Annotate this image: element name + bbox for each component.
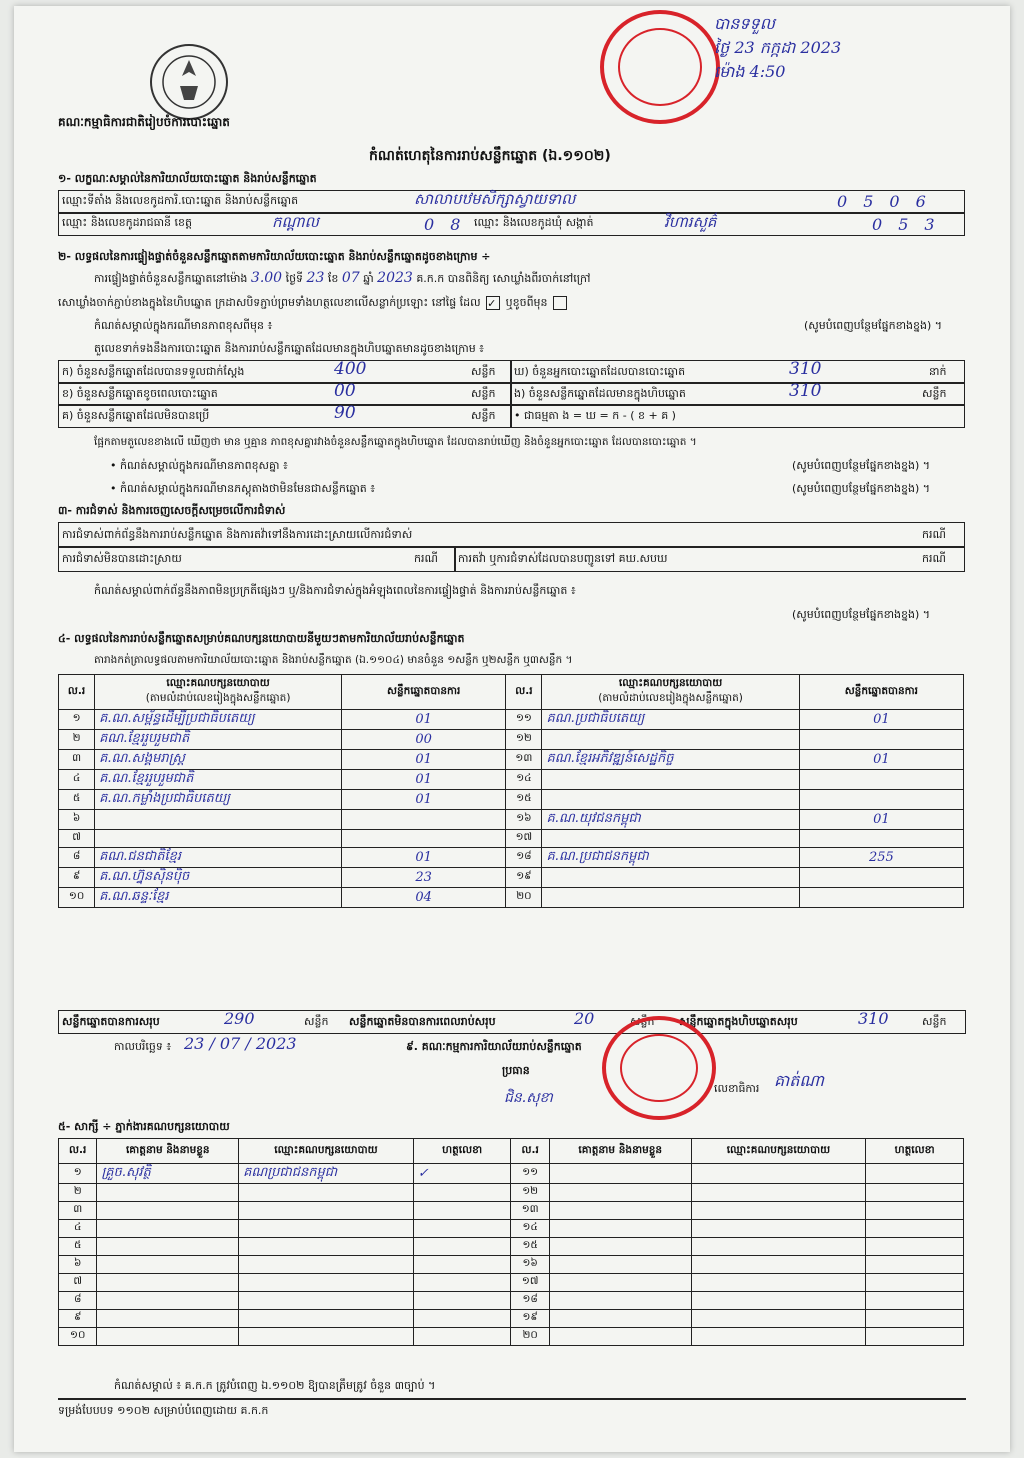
party-name [95, 810, 342, 830]
party-name: គ.ណ.ឆន្ទៈខ្មែរ [95, 888, 342, 908]
witness-name [549, 1238, 691, 1256]
row-number: ១២ [506, 730, 542, 750]
total-box-value: 310 [858, 1009, 889, 1028]
witness-name [549, 1274, 691, 1292]
party-votes: 01 [342, 710, 506, 730]
witness-party [691, 1328, 866, 1346]
totals-row [58, 1010, 966, 1034]
party-votes: 01 [799, 750, 963, 770]
witness-signature [866, 1164, 964, 1184]
row-number: ១៣ [511, 1202, 549, 1220]
witness-signature [413, 1202, 511, 1220]
witness-name [97, 1238, 239, 1256]
party-votes [342, 830, 506, 848]
total-box-label: សន្លឹកឆ្នោតក្នុងហិបឆ្នោតសរុប [679, 1015, 798, 1028]
witness-name [549, 1328, 691, 1346]
party-name: គ.ណ.សង្គមរាស្ត្រ [95, 750, 342, 770]
party-name: គណ.ខ្មែរអភិវឌ្ឍន៍សេដ្ឋកិច្ច [542, 750, 799, 770]
row-number: ២ [59, 1184, 97, 1202]
row-number: ៩ [59, 1310, 97, 1328]
results-row [59, 810, 964, 830]
witness-name [97, 1184, 239, 1202]
witness-name [549, 1292, 691, 1310]
party-votes: 01 [342, 848, 506, 868]
witness-signature [866, 1328, 964, 1346]
party-name: គ.ណ.កម្លាំងប្រជាធិបតេយ្យ [95, 790, 342, 810]
completion-note: កំណត់សម្គាល់ ៖ គ.ក.ក ត្រូវបំពេញ ឯ.១១០២ ឱ្យបានត្រឹមត្រូវ ចំនួន ៣ច្បាប់ ។ [114, 1379, 436, 1392]
witness-name [97, 1256, 239, 1274]
row-number: ១៧ [506, 830, 542, 848]
witness-row [59, 1292, 964, 1310]
difference-note: កំណត់សម្គាល់ក្នុងករណីមានភាពខុសពីមុន ៖ [94, 319, 273, 332]
results-row [59, 750, 964, 770]
location-value: សាលាបឋមសិក្សាស្វាយទាល [414, 190, 576, 208]
party-votes: 255 [799, 848, 963, 868]
witness-signature [866, 1238, 964, 1256]
witness-name [97, 1220, 239, 1238]
results-row [59, 848, 964, 868]
results-row [59, 770, 964, 790]
witness-signature [413, 1310, 511, 1328]
witness-signature: ✓ [413, 1164, 511, 1184]
unresolved-objections: ការជំទាស់មិនបានដោះស្រាយ [62, 552, 182, 565]
party-name: គ.ណ.ប្រជាជនកម្ពុជា [542, 848, 799, 868]
witness-row [59, 1164, 964, 1184]
section3-heading: ៣- ការជំទាស់ និងការចេញសេចក្ដីសម្រេចលើការជំទាស់ [58, 504, 286, 517]
witness-party [239, 1328, 414, 1346]
witness-party [691, 1238, 866, 1256]
section4-heading: ៤- លទ្ធផលនៃការរាប់សន្លឹកឆ្នោតសម្រាប់គណបក្សនយោបាយនីមួយៗតាមការិយាល័យរាប់សន្លឹកឆ្នោត [58, 632, 465, 645]
row-number: ៦ [59, 1256, 97, 1274]
row-number: ១៧ [511, 1274, 549, 1292]
witness-signature [866, 1202, 964, 1220]
row-number: ២០ [506, 888, 542, 908]
row-number: ៨ [59, 1292, 97, 1310]
row-number: ១១ [511, 1164, 549, 1184]
chair-label: ប្រធាន [502, 1064, 530, 1077]
province-label: ឈ្មោះ និងលេខកូដរាជធានី ខេត្ត [62, 216, 192, 229]
form-footer: ទម្រង់បែបបទ ១១០២ សម្រាប់បំពេញដោយ គ.ក.ក [58, 1404, 269, 1417]
box-ballots-label: ង) ចំនួនសន្លឹកឆ្នោតដែលមានក្នុងហិបឆ្នោត [514, 387, 686, 400]
row-number: ១២ [511, 1184, 549, 1202]
witness-party [691, 1292, 866, 1310]
unused-ballots-value: 90 [334, 403, 356, 423]
witness-signature [866, 1184, 964, 1202]
party-votes [799, 868, 963, 888]
results-row [59, 830, 964, 848]
witness-party [239, 1292, 414, 1310]
party-votes: 23 [342, 868, 506, 888]
results-row [59, 888, 964, 908]
witness-signature [413, 1328, 511, 1346]
results-intro: តារាងកត់ត្រាលទ្ធផលតាមការិយាល័យបោះឆ្នោត និងរាប់សន្លឹកឆ្នោត (ឯ.១១០៤) មានចំនួន ១សន្លឹក ឬ២សន្លឹក ឬ៣សន្លឹក ។ [94, 654, 573, 666]
witness-party [239, 1238, 414, 1256]
witness-name [549, 1202, 691, 1220]
witness-signature [413, 1220, 511, 1238]
row-number: ៣ [59, 750, 95, 770]
form-sheet: គណៈកម្មាធិការជាតិរៀបចំការបោះឆ្នោត កំណត់ហេតុនៃការរាប់សន្លឹកឆ្នោត (ឯ.១១០២) បានទទួល ថ្ងៃ 23 កក្កដា 2023 ម៉ោង 4:50 ១- លក្ខណៈសម្គាល់នៃការិយាល័យបោះឆ្នោត និងរាប់សន្លឹកឆ្នោត ឈ្មោះទីតាំង និងលេខកូដការិ.បោះឆ្នោត និងរាប់សន្លឹកឆ្នោត សាលាបឋមសិក្សាស្វាយទាល ឈ្មោះ និងលេខកូដរាជធានី ខេត្ត កណ្ដាល ឈ្មោះ និងលេខកូដឃុំ សង្កាត់ វិហារសួគ៌ 0506 08 053 ២- លទ្ធផលនៃការផ្ទៀងផ្ទាត់ចំនួនសន្លឹកឆ្នោតតាមការិយាល័យបោះឆ្នោត និងរាប់សន្លឹកឆ្នោតដូចខាងក្រោម ÷ ការផ្ទៀងផ្ទាត់ចំនួនសន្លឹកឆ្នោតនៅម៉ោង 3.00 ថ្ងៃទី 23 ខែ 07 ឆ្នាំ 2023 គ.ក.ក បានពិនិត្យ សោឃ្លាំងពីរចាក់នៅក្រៅ សោឃ្លាំងចាក់ភ្ជាប់ខាងក្នុងនៃហិបឆ្នោត ក្រដាសបិទភ្ជាប់ព្រមទាំងហត្ថលេខាលើសន្លាក់ប្រឡោះ នៅផ្ទៃ ដែល ✓ ឬខូចពីមុន កំណត់សម្គាល់ក្នុងករណីមានភាពខុសពីមុន ៖ (សូមបំពេញបន្ថែមផ្នែកខាងខ្នង) ។ តួលេខទាក់ទងនឹងការបោះឆ្នោត និងការរាប់សន្លឹកឆ្នោតដែលមានក្នុងហិបឆ្នោតមានដូចខាងក្រោម ៖ ក) ចំនួនសន្លឹកឆ្នោតដែលបានទទួលជាក់ស្ដែង 400 សន្លឹក ឃ) ចំនួនអ្នកបោះឆ្នោតដែលបានបោះឆ្នោត 310 នាក់ ខ) ចំនួនសន្លឹកឆ្នោតខូចពេលបោះឆ្នោត 00 សន្លឹក ង) ចំនួនសន្លឹកឆ្នោតដែលមានក្នុងហិបឆ្នោត 310 សន្លឹក គ) ចំនួនសន្លឹកឆ្នោតដែលមិនបានប្រើ 90 សន្លឹក • ជាធម្មតា ង = ឃ = ក - ( ខ + គ ) ផ្អែកតាមតួលេខខាងលើ ឃើញថា មាន ឬគ្មាន ភាពខុសគ្នារវាងចំនួនសន្លឹកឆ្នោតក្នុងហិបឆ្នោត ដែលបានរាប់ឃើញ និងចំនួនអ្នកបោះឆ្នោត ដែលបានបោះឆ្នោត ។ • កំណត់សម្គាល់ក្នុងករណីមានភាពខុសគ្នា ៖ (សូមបំពេញបន្ថែមផ្នែកខាងខ្នង) ។ • កំណត់សម្គាល់ក្នុងករណីមានភស្ដុតាងថាមិនមែនជាសន្លឹកឆ្នោត ៖ (សូមបំពេញបន្ថែមផ្នែកខាងខ្នង) ។ ៣- ការជំទាស់ និងការចេញសេចក្ដីសម្រេចលើការជំទាស់ ការជំទាស់ពាក់ព័ន្ធនឹងការរាប់សន្លឹកឆ្នោត និងការតវ៉ាទៅនឹងការដោះស្រាយលើការជំទាស់ ករណី ការជំទាស់មិនបានដោះស្រាយ ករណី ការតវ៉ា ឬការជំទាស់ដែលបានបញ្ជូនទៅ គឃ.សបឃ ករណី កំណត់សម្គាល់ពាក់ព័ន្ធនឹងភាពមិនប្រក្រតីផ្សេងៗ ឬ/និងការជំទាស់ក្នុងអំឡុងពេលនៃការផ្ទៀងផ្ទាត់ និងការរាប់សន្លឹកឆ្នោត ៖ (សូមបំពេញបន្ថែមផ្នែកខាងខ្នង) ។ ៤- លទ្ធផលនៃការរាប់សន្លឹកឆ្នោតសម្រាប់គណបក្សនយោបាយនីមួយៗតាមការិយាល័យរាប់សន្លឹកឆ្នោត តារាងកត់ត្រាលទ្ធផលតាមការិយាល័យបោះឆ្នោត និងរាប់សន្លឹកឆ្នោត (ឯ.១១០៤) មានចំនួន ១សន្លឹក ឬ២សន្លឹក ឬ៣សន្លឹក ។ ល.រ ឈ្មោះគណបក្សនយោបាយ (តាមលំដាប់លេខរៀងក្នុងសន្លឹកឆ្នោត) សន្លឹកឆ្នោតបានការ ល.រ ឈ្មោះគណបក្សនយោបាយ (តាមលំដាប់លេខរៀងក្នុងសន្លឹកឆ្នោត) សន្លឹកឆ្នោតបានការ ១ គ.ណ.សម្ព័ន្ធដើម្បីប្រជាធិបតេយ្យ 01 ១១ គណ.ប្រជាធិបតេយ្យ 01 ២ គណ.ខ្មែររួបរួមជាតិ 00 ១២ ៣ គ.ណ.សង្គមរាស្ត្រ 01 ១៣ គណ.ខ្មែរអភិវឌ្ឍន៍សេដ្ឋកិច្ច 01 ៤ គ.ណ.ខ្មែររួបរួមជាតិ 01 ១៤ ៥ គ.ណ.កម្លាំងប្រជាធិបតេយ្យ 01 ១៥ ៦ ១៦ គ.ណ.យុវជនកម្ពុជា 01 ៧ ១៧ ៨ គណ.ជនជាតិខ្មែរ 01 ១៨ គ.ណ.ប្រជាជនកម្ពុជា 255 ៩ គ.ណ.ហ្វ៊ុនស៊ិនប៉ិច 23 ១៩ ១០ គ.ណ.ឆន្ទៈខ្មែរ 04 ២០ សន្លឹកឆ្នោតបានការសរុប 290 សន្លឹក សន្លឹកឆ្នោតមិនបានការពេលរាប់សរុប 20 សន្លឹក សន្លឹកឆ្នោតក្នុងហិបឆ្នោតសរុប 310 សន្លឹក កាលបរិច្ឆេទ ៖ 23 / 07 / 2023 ៩. គណៈកម្មការការិយាល័យរាប់សន្លឹកឆ្នោត ប្រធាន ជិន.សុខា លេខាធិការ គាត់ណា ៥- សាក្សី ÷ ភ្នាក់ងារគណបក្សនយោបាយ ល.រ គោត្តនាម និងនាមខ្លួន ឈ្មោះគណបក្សនយោបាយ ហត្ថលេខា ល.រ គោត្តនាម និងនាមខ្លួន ឈ្មោះគណបក្សនយោបាយ ហត្ថលេខា ១ គ្រួច.សុវត្ថិ គណប្រជាជនកម្ពុជា ✓ ១១ ២ ១២ ៣ ១៣ ៤ ១៤ ៥ ១៥ ៦ ១៦ ៧ ១៧ ៨ ១៨ ៩ ១៩ ១០ ២០ កំណត់សម្គាល់ ៖ គ.ក.ក ត្រូវបំពេញ ឯ.១១០២ ឱ្យបានត្រឹមត្រូវ ចំនួន ៣ច្បាប់ ។ ទម្រង់បែបបទ ១១០២ សម្រាប់បំពេញដោយ គ.ក.ក [14, 6, 1010, 1452]
party-name: គ.ណ.សម្ព័ន្ធដើម្បីប្រជាធិបតេយ្យ [95, 710, 342, 730]
commune-code: 053 [872, 215, 951, 234]
province-value: កណ្ដាល [272, 213, 319, 231]
witness-name [549, 1220, 691, 1238]
party-name [542, 730, 799, 750]
row-number: ៤ [59, 770, 95, 790]
party-votes: 01 [799, 810, 963, 830]
witness-party: គណប្រជាជនកម្ពុជា [239, 1164, 414, 1184]
row-number: ៨ [59, 848, 95, 868]
results-row [59, 868, 964, 888]
witness-row [59, 1184, 964, 1202]
witness-signature [866, 1220, 964, 1238]
witness-signature [866, 1256, 964, 1274]
witness-name [549, 1184, 691, 1202]
party-votes [799, 830, 963, 848]
spoiled-ballots-value: 00 [334, 381, 356, 401]
witness-signature [413, 1256, 511, 1274]
party-votes: 01 [342, 790, 506, 810]
witness-signature [413, 1292, 511, 1310]
row-number: ១ [59, 1164, 97, 1184]
row-number: ៥ [59, 790, 95, 810]
row-number: ១៨ [511, 1292, 549, 1310]
witness-party [239, 1310, 414, 1328]
party-name [542, 790, 799, 810]
party-name [542, 868, 799, 888]
irregularity-note: កំណត់សម្គាល់ពាក់ព័ន្ធនឹងភាពមិនប្រក្រតីផ្សេងៗ ឬ/និងការជំទាស់ក្នុងអំឡុងពេលនៃការផ្ទៀងផ្ទាត់ និងការរាប់សន្លឹកឆ្នោត ៖ [94, 584, 576, 597]
location-code: 0506 [837, 192, 942, 211]
party-name [542, 770, 799, 790]
total-invalid-value: 20 [574, 1009, 595, 1028]
section5-heading: ៥- សាក្សី ÷ ភ្នាក់ងារគណបក្សនយោបាយ [58, 1120, 230, 1133]
row-number: ១៤ [511, 1220, 549, 1238]
party-name [542, 888, 799, 908]
ok-checkbox[interactable]: ✓ [486, 296, 500, 310]
figures-intro: តួលេខទាក់ទងនឹងការបោះឆ្នោត និងការរាប់សន្លឹកឆ្នោតដែលមានក្នុងហិបឆ្នោតមានដូចខាងក្រោម ៖ [94, 342, 485, 355]
party-votes: 04 [342, 888, 506, 908]
received-ballots-value: 400 [334, 359, 367, 379]
witness-name [549, 1164, 691, 1184]
date-label: កាលបរិច្ឆេទ ៖ [114, 1040, 172, 1053]
witness-row [59, 1238, 964, 1256]
discrepancy-check: ផ្អែកតាមតួលេខខាងលើ ឃើញថា មាន ឬគ្មាន ភាពខុសគ្នារវាងចំនួនសន្លឹកឆ្នោតក្នុងហិបឆ្នោត ដែលបានរាប់ឃើញ និងចំនួនអ្នកបោះឆ្នោត ដែលបានបោះឆ្នោត ។ [94, 436, 697, 448]
party-votes [799, 888, 963, 908]
secretary-label: លេខាធិការ [714, 1082, 760, 1095]
witness-party [691, 1164, 866, 1184]
witness-signature [866, 1310, 964, 1328]
witness-row [59, 1328, 964, 1346]
results-row [59, 730, 964, 750]
witness-party [239, 1202, 414, 1220]
seal-check-line: សោឃ្លាំងចាក់ភ្ជាប់ខាងក្នុងនៃហិបឆ្នោត ក្រដាសបិទភ្ជាប់ព្រមទាំងហត្ថលេខាលើសន្លាក់ប្រឡោះ នៅផ្ទៃ ដែល ✓ ឬខូចពីមុន [58, 296, 569, 310]
spoiled-ballots-label: ខ) ចំនួនសន្លឹកឆ្នោតខូចពេលបោះឆ្នោត [62, 387, 218, 400]
commission-stamp [602, 1016, 716, 1120]
row-number: ១៩ [506, 868, 542, 888]
form-title: កំណត់ហេតុនៃការរាប់សន្លឹកឆ្នោត (ឯ.១១០២) [369, 148, 611, 164]
witness-row [59, 1256, 964, 1274]
witness-name: គ្រួច.សុវត្ថិ [97, 1164, 239, 1184]
party-votes: 00 [342, 730, 506, 750]
total-valid-value: 290 [224, 1009, 255, 1028]
witness-name [97, 1274, 239, 1292]
party-votes [799, 790, 963, 810]
party-votes: 01 [799, 710, 963, 730]
party-name: គណ.ជនជាតិខ្មែរ [95, 848, 342, 868]
section1-heading: ១- លក្ខណៈសម្គាល់នៃការិយាល័យបោះឆ្នោត និងរាប់សន្លឹកឆ្នោត [58, 172, 317, 185]
witness-party [691, 1310, 866, 1328]
witness-party [239, 1220, 414, 1238]
nec-logo [150, 44, 228, 120]
witness-row [59, 1220, 964, 1238]
witness-party [691, 1220, 866, 1238]
row-number: ៧ [59, 830, 95, 848]
location-label: ឈ្មោះទីតាំង និងលេខកូដការិ.បោះឆ្នោត និងរាប់សន្លឹកឆ្នោត [62, 194, 299, 207]
row-number: ៤ [59, 1220, 97, 1238]
row-number: ១៨ [506, 848, 542, 868]
witness-signature [866, 1274, 964, 1292]
row-number: ១៦ [511, 1256, 549, 1274]
party-votes [799, 730, 963, 750]
row-number: ៣ [59, 1202, 97, 1220]
chair-signature: ជិន.សុខា [504, 1090, 553, 1106]
row-number: ១៦ [506, 810, 542, 830]
objection-row1: ការជំទាស់ពាក់ព័ន្ធនឹងការរាប់សន្លឹកឆ្នោត និងការតវ៉ាទៅនឹងការដោះស្រាយលើការជំទាស់ [62, 528, 413, 541]
row-number: ១១ [506, 710, 542, 730]
voters-label: ឃ) ចំនួនអ្នកបោះឆ្នោតដែលបានបោះឆ្នោត [514, 365, 686, 378]
secretary-signature: គាត់ណា [774, 1071, 824, 1090]
party-votes: 01 [342, 750, 506, 770]
province-code: 08 [424, 215, 477, 234]
formula-note: • ជាធម្មតា ង = ឃ = ក - ( ខ + គ ) [514, 409, 676, 422]
row-number: ៦ [59, 810, 95, 830]
party-name [542, 830, 799, 848]
date-value: 23 / 07 / 2023 [184, 1034, 297, 1053]
row-number: ១៥ [511, 1238, 549, 1256]
total-invalid-label: សន្លឹកឆ្នោតមិនបានការពេលរាប់សរុប [349, 1015, 496, 1028]
witness-party [691, 1256, 866, 1274]
forwarded-objections: ការតវ៉ា ឬការជំទាស់ដែលបានបញ្ជូនទៅ គឃ.សបឃ [458, 552, 668, 565]
witness-party [691, 1202, 866, 1220]
discrepancy-note: • កំណត់សម្គាល់ក្នុងករណីមានភាពខុសគ្នា ៖ [110, 459, 288, 472]
box-ballots-value: 310 [789, 381, 822, 401]
row-number: ២០ [511, 1328, 549, 1346]
commune-value: វិហារសួគ៌ [664, 213, 717, 231]
witness-name [97, 1292, 239, 1310]
witness-table: ល.រ គោត្តនាម និងនាមខ្លួន ឈ្មោះគណបក្សនយោបាយ ហត្ថលេខា ល.រ គោត្តនាម និងនាមខ្លួន ឈ្មោះគណបក្សនយោបាយ ហត្ថលេខា ១ គ្រួច.សុវត្ថិ គណប្រជាជនកម្ពុជា ✓ ១១ ២ ១២ ៣ ១៣ ៤ ១៤ ៥ ១៥ ៦ ១៦ ៧ ១៧ ៨ ១៨ ៩ ១៩ ១០ ២០ [58, 1138, 964, 1346]
witness-name [97, 1328, 239, 1346]
row-number: ២ [59, 730, 95, 750]
total-valid-label: សន្លឹកឆ្នោតបានការសរុប [62, 1015, 160, 1028]
party-name [95, 830, 342, 848]
party-votes [799, 770, 963, 790]
witness-party [239, 1184, 414, 1202]
witness-signature [413, 1274, 511, 1292]
witness-signature [866, 1292, 964, 1310]
row-number: ១៥ [506, 790, 542, 810]
row-number: ១៣ [506, 750, 542, 770]
section2-heading: ២- លទ្ធផលនៃការផ្ទៀងផ្ទាត់ចំនួនសន្លឹកឆ្នោតតាមការិយាល័យបោះឆ្នោត និងរាប់សន្លឹកឆ្នោតដូចខាងក្រោម ÷ [58, 250, 491, 263]
witness-party [239, 1274, 414, 1292]
party-name: គណ.ខ្មែររួបរួមជាតិ [95, 730, 342, 750]
witness-name [97, 1310, 239, 1328]
party-votes [342, 810, 506, 830]
results-row [59, 790, 964, 810]
committee-name: គណៈកម្មាធិការជាតិរៀបចំការបោះឆ្នោត [58, 115, 230, 129]
row-number: ១០ [59, 1328, 97, 1346]
fill-more-note: (សូមបំពេញបន្ថែមផ្នែកខាងខ្នង) ។ [804, 319, 943, 332]
results-row [59, 710, 964, 730]
party-name: គណ.ប្រជាធិបតេយ្យ [542, 710, 799, 730]
party-votes: 01 [342, 770, 506, 790]
commune-label: ឈ្មោះ និងលេខកូដឃុំ សង្កាត់ [474, 216, 594, 229]
unused-ballots-label: គ) ចំនួនសន្លឹកឆ្នោតដែលមិនបានប្រើ [62, 409, 210, 422]
row-number: ៥ [59, 1238, 97, 1256]
witness-party [691, 1274, 866, 1292]
witness-party [239, 1256, 414, 1274]
witness-name [97, 1202, 239, 1220]
row-number: ៧ [59, 1274, 97, 1292]
witness-row [59, 1310, 964, 1328]
evidence-note: • កំណត់សម្គាល់ក្នុងករណីមានភស្ដុតាងថាមិនមែនជាសន្លឹកឆ្នោត ៖ [110, 482, 376, 495]
row-number: ១ [59, 710, 95, 730]
voters-value: 310 [789, 359, 822, 379]
row-number: ១៤ [506, 770, 542, 790]
witness-row [59, 1202, 964, 1220]
witness-signature [413, 1238, 511, 1256]
row-number: ១០ [59, 888, 95, 908]
witness-name [549, 1256, 691, 1274]
witness-name [549, 1310, 691, 1328]
row-number: ១៩ [511, 1310, 549, 1328]
check-time-line: ការផ្ទៀងផ្ទាត់ចំនួនសន្លឹកឆ្នោតនៅម៉ោង 3.00 ថ្ងៃទី 23 ខែ 07 ឆ្នាំ 2023 គ.ក.ក បានពិនិត្យ សោឃ្លាំងពីរចាក់នៅក្រៅ [94, 270, 591, 286]
witness-row [59, 1274, 964, 1292]
party-name: គ.ណ.ខ្មែររួបរួមជាតិ [95, 770, 342, 790]
commission-label: ៩. គណៈកម្មការការិយាល័យរាប់សន្លឹកឆ្នោត [406, 1040, 582, 1053]
party-name: គ.ណ.ហ្វ៊ុនស៊ិនប៉ិច [95, 868, 342, 888]
received-ballots-label: ក) ចំនួនសន្លឹកឆ្នោតដែលបានទទួលជាក់ស្ដែង [62, 365, 245, 378]
damaged-checkbox[interactable] [553, 296, 567, 310]
witness-signature [413, 1184, 511, 1202]
received-note: បានទទួល ថ្ងៃ 23 កក្កដា 2023 ម៉ោង 4:50 [714, 14, 842, 81]
official-stamp [600, 10, 720, 124]
results-table: ល.រ ឈ្មោះគណបក្សនយោបាយ (តាមលំដាប់លេខរៀងក្នុងសន្លឹកឆ្នោត) សន្លឹកឆ្នោតបានការ ល.រ ឈ្មោះគណបក្សនយោបាយ (តាមលំដាប់លេខរៀងក្នុងសន្លឹកឆ្នោត) សន្លឹកឆ្នោតបានការ ១ គ.ណ.សម្ព័ន្ធដើម្បីប្រជាធិបតេយ្យ 01 ១១ គណ.ប្រជាធិបតេយ្យ 01 ២ គណ.ខ្មែររួបរួមជាតិ 00 ១២ ៣ គ.ណ.សង្គមរាស្ត្រ 01 ១៣ គណ.ខ្មែរអភិវឌ្ឍន៍សេដ្ឋកិច្ច 01 ៤ គ.ណ.ខ្មែររួបរួមជាតិ 01 ១៤ ៥ គ.ណ.កម្លាំងប្រជាធិបតេយ្យ 01 ១៥ ៦ ១៦ គ.ណ.យុវជនកម្ពុជា 01 ៧ ១៧ ៨ គណ.ជនជាតិខ្មែរ 01 ១៨ គ.ណ.ប្រជាជនកម្ពុជា 255 ៩ គ.ណ.ហ្វ៊ុនស៊ិនប៉ិច 23 ១៩ ១០ គ.ណ.ឆន្ទៈខ្មែរ 04 ២០ [58, 674, 964, 908]
party-name: គ.ណ.យុវជនកម្ពុជា [542, 810, 799, 830]
row-number: ៩ [59, 868, 95, 888]
witness-party [691, 1184, 866, 1202]
